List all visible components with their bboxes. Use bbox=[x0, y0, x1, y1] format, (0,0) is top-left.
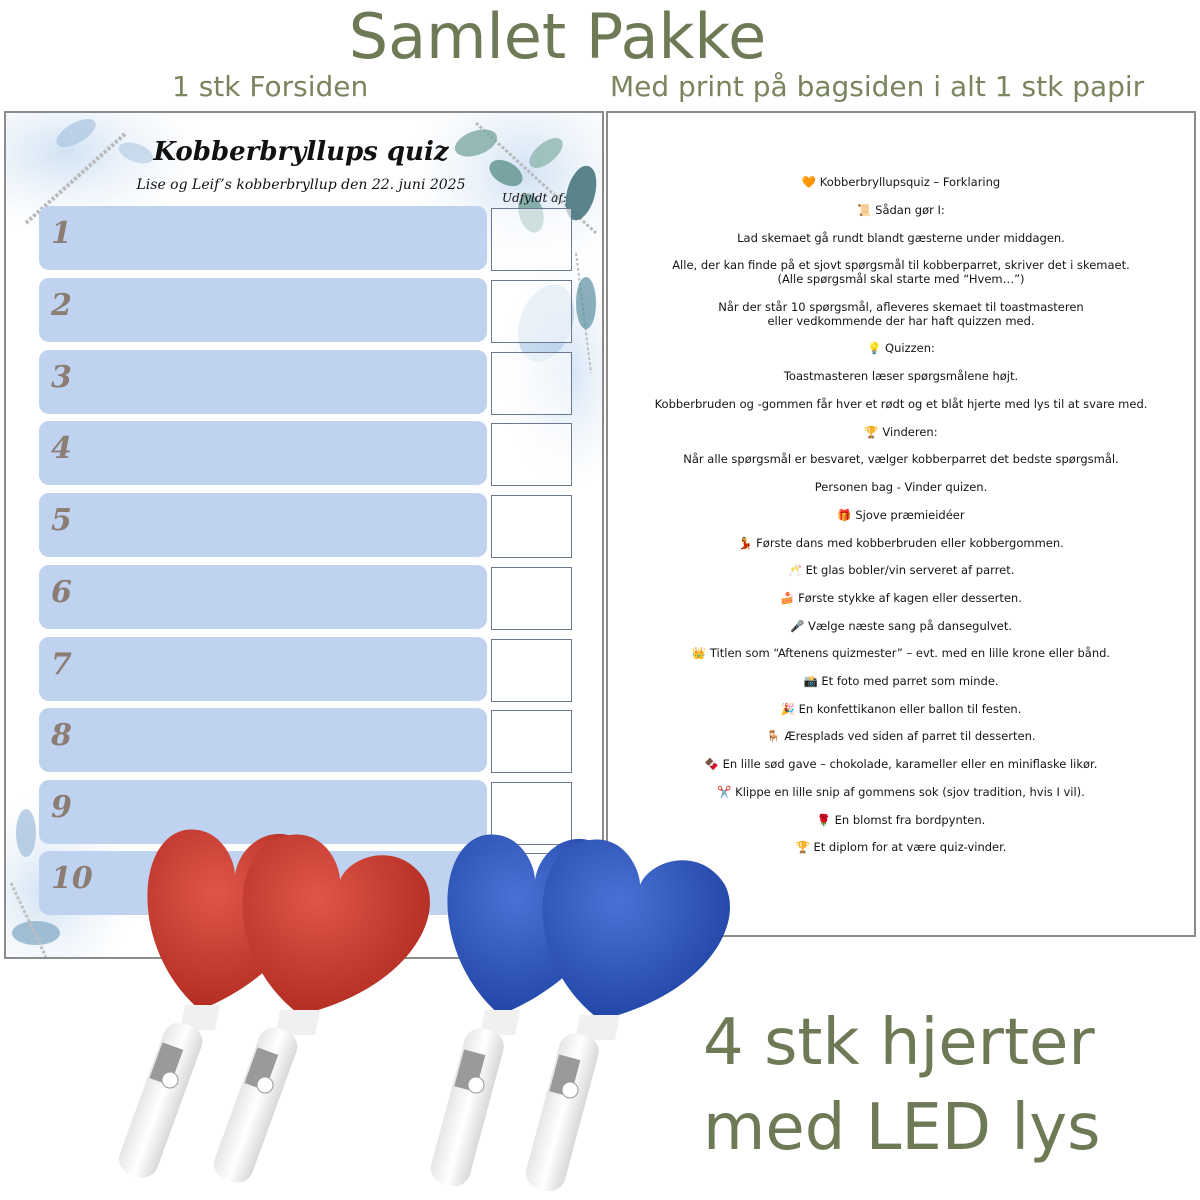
row-number: 9 bbox=[51, 790, 72, 825]
row-number: 10 bbox=[51, 861, 93, 896]
text-line: 🎉 En konfettikanon eller ballon til festen. bbox=[780, 702, 1022, 716]
question-field[interactable] bbox=[39, 206, 487, 270]
row-number: 5 bbox=[51, 503, 72, 538]
text-line: 🍫 En lille sød gave – chokolade, karameller eller en miniflaske likør. bbox=[704, 757, 1098, 771]
quiz-title: Kobberbryllups quiz bbox=[153, 137, 449, 167]
text-line: Toastmasteren læser spørgsmålene højt. bbox=[783, 369, 1019, 383]
text-line: 🍰 Første stykke af kagen eller desserten. bbox=[780, 591, 1022, 605]
row-number: 6 bbox=[51, 575, 72, 610]
question-field[interactable] bbox=[39, 493, 487, 557]
text-line: 🎁 Sjove præmieidéer bbox=[837, 508, 965, 522]
row-number: 8 bbox=[51, 718, 72, 753]
filled-by-box[interactable] bbox=[491, 280, 572, 343]
back-sheet bbox=[606, 111, 1196, 937]
page-title: Samlet Pakke bbox=[348, 0, 767, 73]
text-line: (Alle spørgsmål skal starte med “Hvem…”) bbox=[777, 272, 1025, 286]
filled-by-box[interactable] bbox=[491, 208, 572, 271]
text-line: 💡 Quizzen: bbox=[867, 341, 935, 355]
text-line: 📸 Et foto med parret som minde. bbox=[803, 674, 999, 688]
text-line: 🧡 Kobberbryllupsquiz – Forklaring bbox=[801, 175, 1001, 189]
row-number: 2 bbox=[51, 288, 72, 323]
text-line: Når der står 10 spørgsmål, afleveres skemaet til toastmasteren bbox=[718, 300, 1084, 314]
text-line: Lad skemaet gå rundt blandt gæsterne under middagen. bbox=[737, 231, 1065, 245]
question-field[interactable] bbox=[39, 350, 487, 414]
text-line: 🎤 Vælge næste sang på dansegulvet. bbox=[790, 619, 1012, 633]
back-caption: Med print på bagsiden i alt 1 stk papir bbox=[610, 70, 1145, 103]
text-line: 🥂 Et glas bobler/vin serveret af parret. bbox=[787, 563, 1015, 577]
question-field[interactable] bbox=[39, 421, 487, 485]
text-line: Personen bag - Vinder quizen. bbox=[814, 480, 988, 494]
question-field[interactable] bbox=[39, 637, 487, 701]
front-caption: 1 stk Forsiden bbox=[172, 70, 369, 103]
filled-by-box[interactable] bbox=[491, 495, 572, 558]
row-number: 3 bbox=[51, 360, 72, 395]
hearts-count-text: 4 stk hjerter bbox=[703, 1006, 1095, 1080]
text-line: 💃 Første dans med kobberbruden eller kobbergommen. bbox=[738, 536, 1064, 550]
text-line: Kobberbruden og -gommen får hver et rødt og et blåt hjerte med lys til at svare med. bbox=[654, 397, 1148, 411]
filled-by-box[interactable] bbox=[491, 423, 572, 486]
blue-heart-wand bbox=[522, 840, 730, 1195]
filled-by-box[interactable] bbox=[491, 639, 572, 702]
text-line: 📜 Sådan gør I: bbox=[857, 203, 945, 217]
text-line: 🏆 Et diplom for at være quiz-vinder. bbox=[795, 840, 1007, 854]
text-line: 🌹 En blomst fra bordpynten. bbox=[816, 813, 986, 827]
led-light-text: med LED lys bbox=[703, 1091, 1101, 1165]
question-field[interactable] bbox=[39, 708, 487, 772]
text-line: ✂️ Klippe en lille snip af gommens sok (sjov tradition, hvis I vil). bbox=[717, 785, 1085, 799]
question-field[interactable] bbox=[39, 565, 487, 629]
filled-by-box[interactable] bbox=[491, 567, 572, 630]
filled-by-label: Udfyldt af: bbox=[502, 191, 567, 205]
row-number: 1 bbox=[51, 216, 72, 251]
text-line: 🏆 Vinderen: bbox=[864, 425, 938, 439]
filled-by-box[interactable] bbox=[491, 352, 572, 415]
question-field[interactable] bbox=[39, 278, 487, 342]
row-number: 7 bbox=[51, 647, 72, 682]
led-heart-wands bbox=[60, 820, 760, 1200]
row-number: 4 bbox=[51, 431, 72, 466]
text-line: Alle, der kan finde på et sjovt spørgsmål til kobberparret, skriver det i skemaet. bbox=[672, 258, 1130, 272]
text-line: 👑 Titlen som “Aftenens quizmester” – evt. med en lille krone eller bånd. bbox=[691, 646, 1111, 660]
filled-by-box[interactable] bbox=[491, 710, 572, 773]
quiz-subtitle: Lise og Leif’s kobberbryllup den 22. juni 2025 bbox=[136, 177, 466, 193]
text-line: Når alle spørgsmål er besvaret, vælger kobberparret det bedste spørgsmål. bbox=[683, 452, 1119, 466]
text-line: 🪑 Æresplads ved siden af parret til desserten. bbox=[766, 729, 1036, 743]
text-line: eller vedkommende der har haft quizzen med. bbox=[767, 314, 1035, 328]
